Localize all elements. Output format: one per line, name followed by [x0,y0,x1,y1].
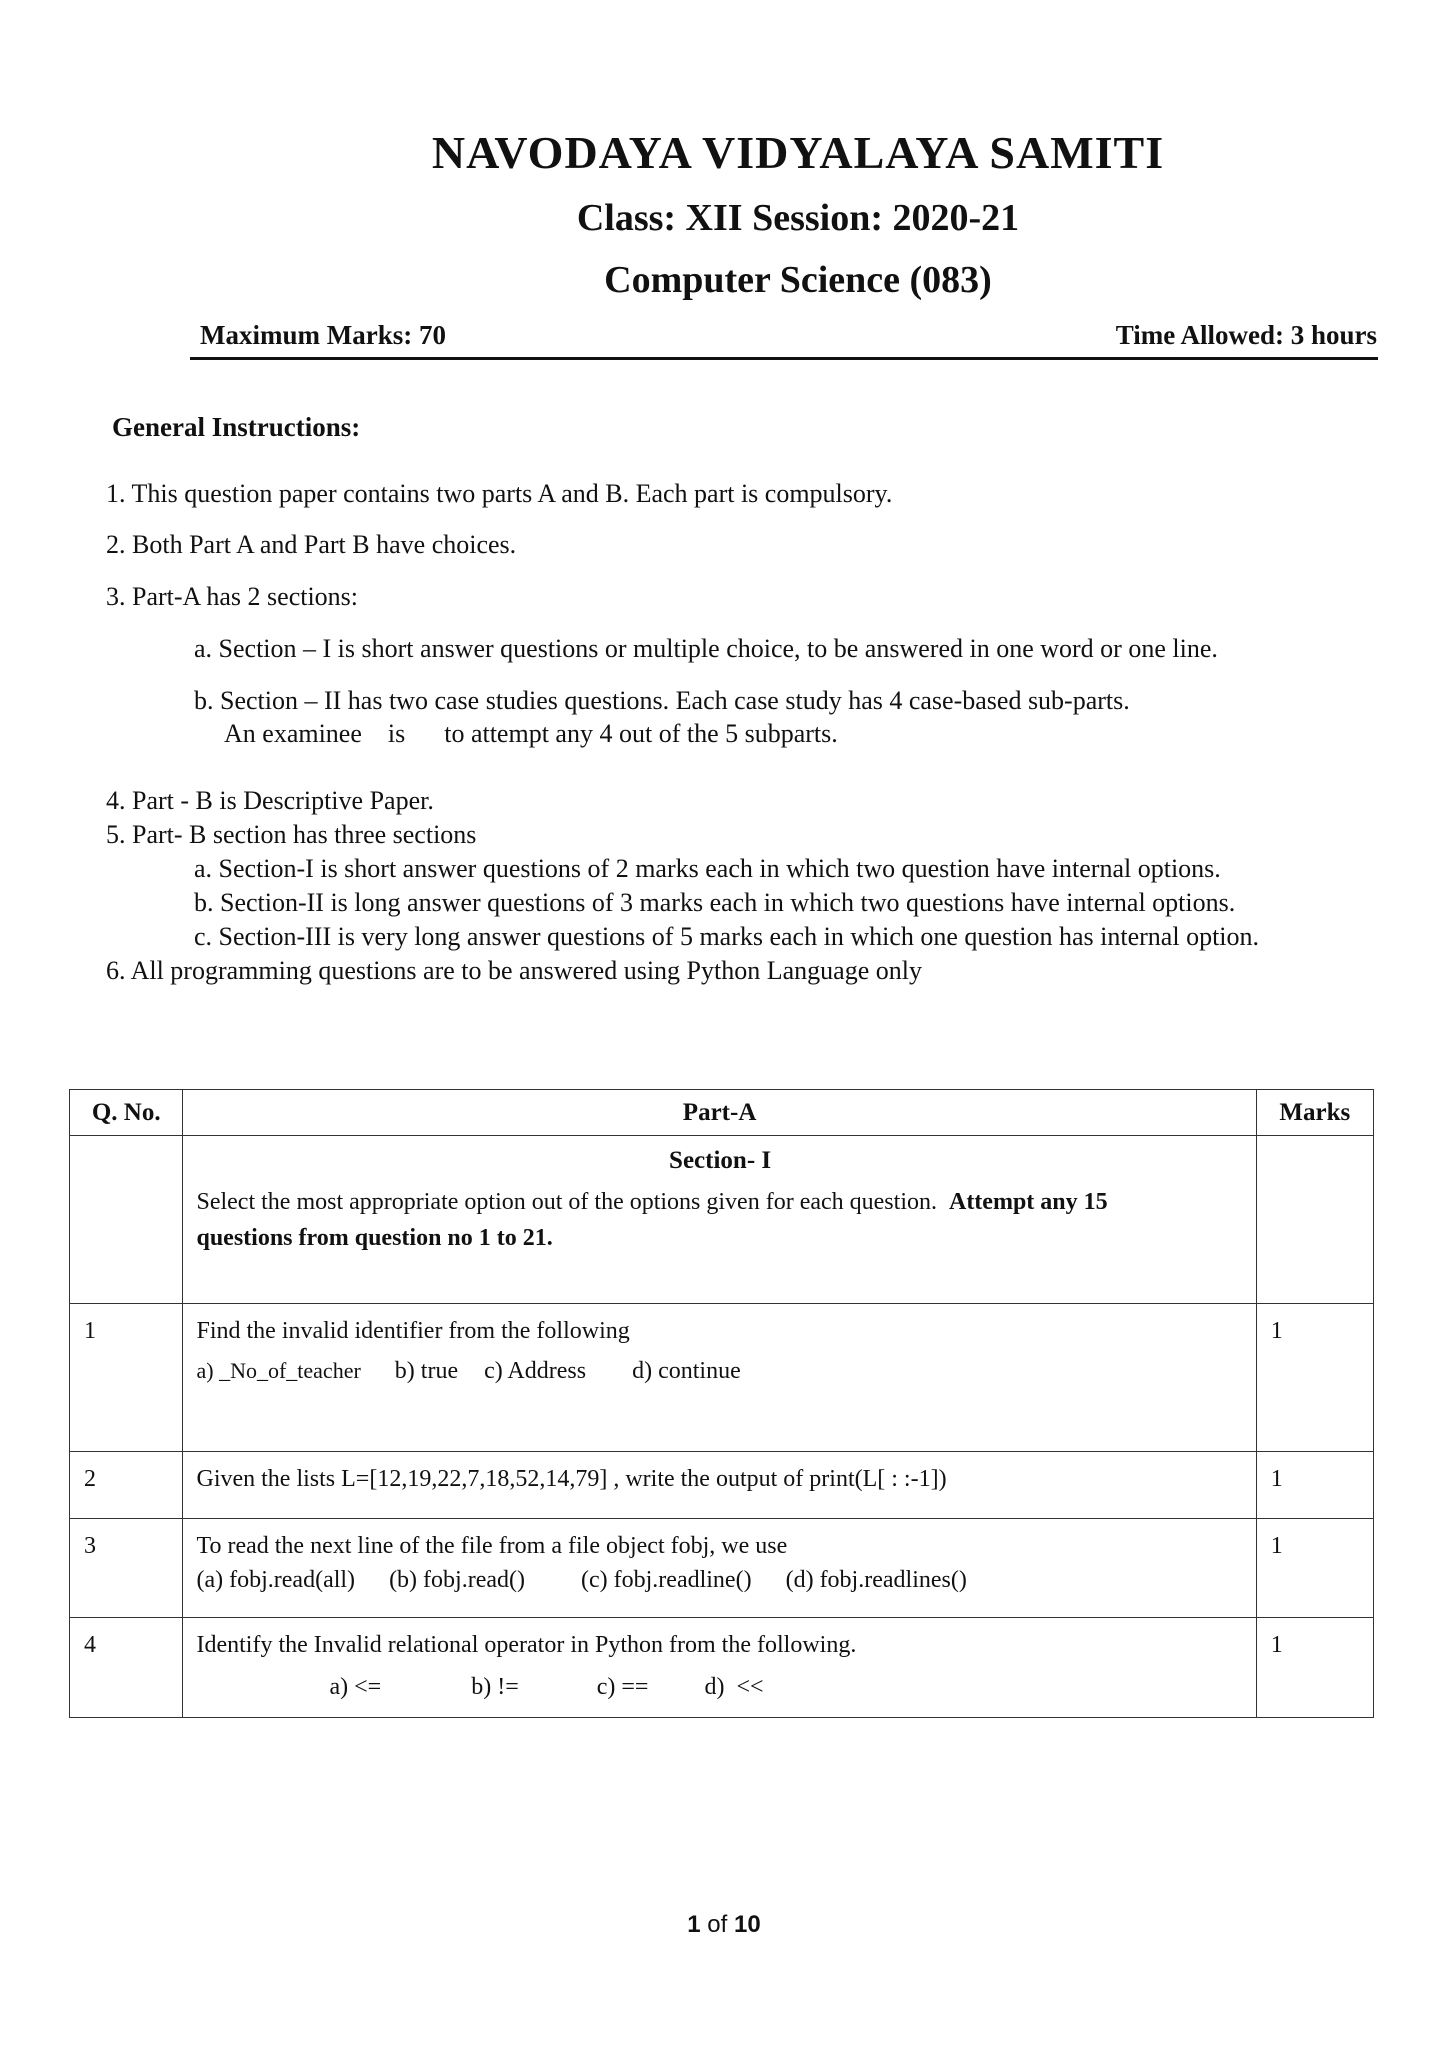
header-divider [190,357,1378,360]
page-current: 1 [687,1911,701,1938]
option-a: (a) fobj.read(all) [196,1567,356,1593]
question-text: Identify the Invalid relational operator in Python from the following. [196,1632,857,1658]
table-header-row [70,1090,1374,1136]
instruction-5: 5. Part- B section has three sections [106,820,477,849]
maximum-marks: Maximum Marks: 70 [200,320,446,350]
section-intro-row [70,1136,1374,1304]
section-intro-bold-2: questions from question no 1 to 21. [196,1225,553,1251]
table-row [70,1519,1374,1618]
table-row [70,1618,1374,1718]
question-cell [183,1452,1256,1519]
option-a: a) _No_of_teacher [196,1358,361,1383]
section-intro-bold-1: Attempt any 15 [948,1189,1108,1215]
instruction-1: 1. This question paper contains two parts A and B. Each part is compulsory. [106,479,893,508]
header-marks: Marks [1256,1090,1373,1136]
option-c: c) Address [484,1358,587,1384]
instruction-3a: a. Section – I is short answer questions or multiple choice, to be answered in one word or one line. [194,634,1218,663]
instruction-3b-cont: An examinee is to attempt any 4 out of the 5 subparts. [224,719,838,748]
question-marks: 1 [1256,1304,1373,1452]
page-total: 10 [734,1911,761,1938]
instruction-5c: c. Section-III is very long answer questions of 5 marks each in which one question has internal option. [194,922,1260,951]
option-d: d) << [704,1674,764,1700]
section-intro [196,1184,1243,1256]
question-number: 1 [70,1304,183,1452]
section-intro-text: Select the most appropriate option out of the options given for each question. [196,1189,937,1215]
option-b: (b) fobj.read() [389,1567,525,1593]
instruction-2: 2. Both Part A and Part B have choices. [106,530,517,559]
instruction-5a: a. Section-I is short answer questions of 2 marks each in which two question have internal options. [194,854,1221,883]
section-title: Section- I [669,1147,772,1174]
question-cell [183,1618,1256,1718]
option-d: d) continue [632,1358,741,1384]
question-table [69,1089,1374,1718]
option-c: c) == [596,1674,649,1700]
instruction-3b: b. Section – II has two case studies questions. Each case study has 4 case-based sub-parts. [194,686,1130,715]
exam-board-title: NAVODAYA VIDYALAYA SAMITI [431,127,1165,178]
question-number: 3 [70,1519,183,1618]
question-options [196,1563,1243,1597]
question-marks: 1 [1256,1618,1373,1718]
instructions-heading: General Instructions: [112,412,361,442]
instruction-4: 4. Part - B is Descriptive Paper. [106,786,434,815]
class-session: Class: XII Session: 2020-21 [576,197,1020,239]
table-row [70,1304,1374,1452]
question-text: To read the next line of the file from a file object fobj, we use [196,1533,788,1559]
header-qno: Q. No. [70,1090,183,1136]
option-d: (d) fobj.readlines() [785,1567,967,1593]
option-c: (c) fobj.readline() [581,1567,752,1593]
question-marks: 1 [1256,1519,1373,1618]
option-a: a) <= [329,1674,382,1700]
question-text: Find the invalid identifier from the following [196,1318,630,1344]
subject-title: Computer Science (083) [604,259,992,301]
question-cell [183,1304,1256,1452]
instruction-5b: b. Section-II is long answer questions of 3 marks each in which two questions have internal options. [194,888,1236,917]
question-number: 4 [70,1618,183,1718]
option-b: b) != [471,1674,519,1700]
instruction-3: 3. Part-A has 2 sections: [106,582,359,611]
option-b: b) true [394,1358,459,1384]
table-row [70,1452,1374,1519]
question-number: 2 [70,1452,183,1519]
question-cell [183,1519,1256,1618]
question-options [196,1670,1243,1704]
page-number [0,1911,1448,1939]
instruction-6: 6. All programming questions are to be answered using Python Language only [106,956,922,985]
header-part: Part-A [183,1090,1256,1136]
question-options [196,1354,1243,1388]
question-marks: 1 [1256,1452,1373,1519]
time-allowed: Time Allowed: 3 hours [1115,320,1377,350]
page-of: of [700,1911,734,1938]
question-text: Given the lists L=[12,19,22,7,18,52,14,79] , write the output of print(L[ : :-1]) [196,1466,947,1492]
